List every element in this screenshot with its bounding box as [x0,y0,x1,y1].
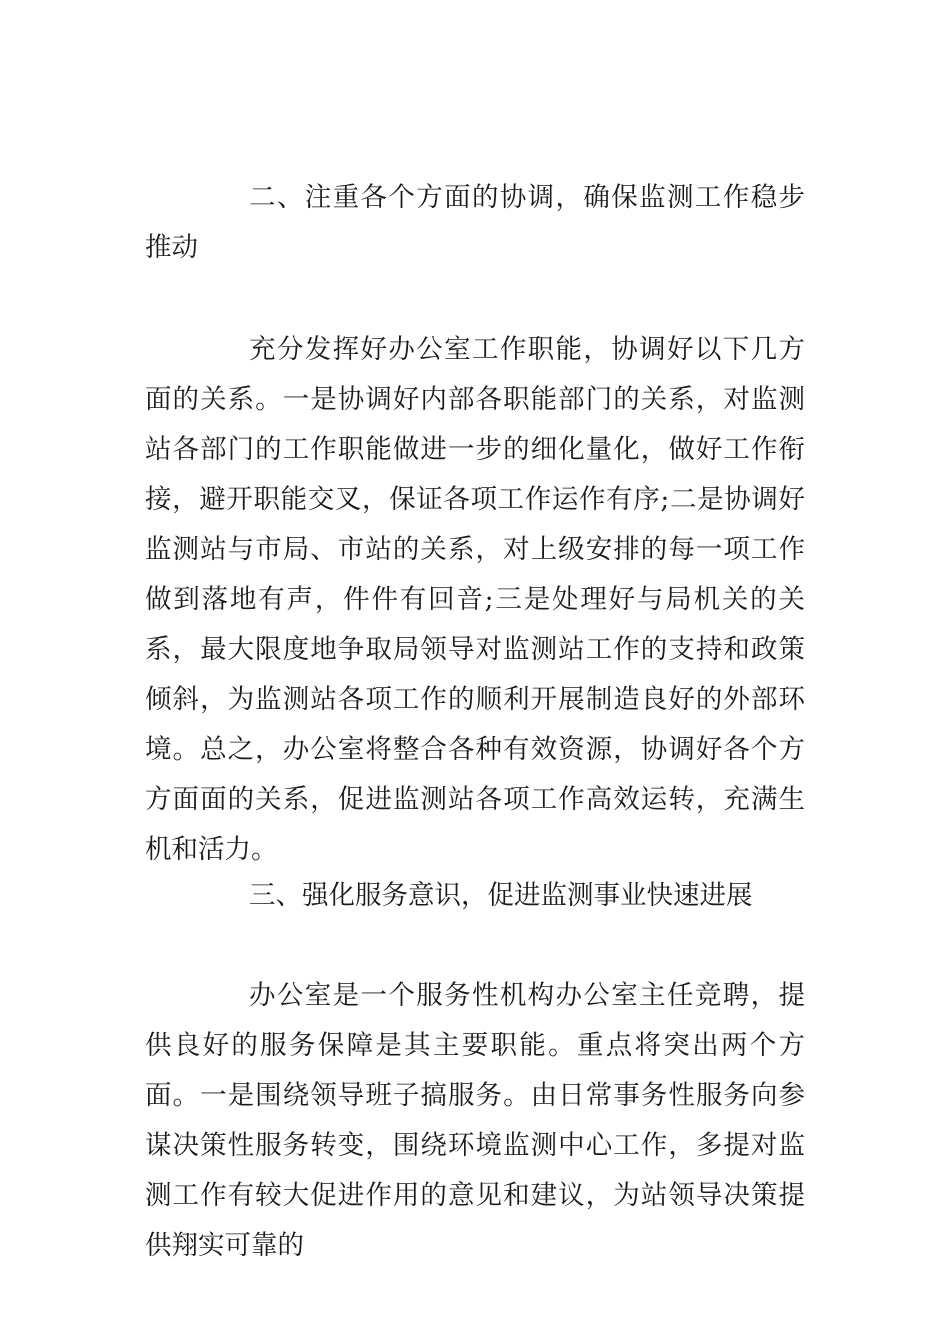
section-heading-3: 三、强化服务意识，促进监测事业快速进展 [249,880,753,911]
section-heading-2: 二、注重各个方面的协调，确保监测工作稳步推动 [145,182,805,263]
body-paragraph-2: 办公室是一个服务性机构办公室主任竞聘，提供良好的服务保障是其主要职能。重点将突出两个方面。一是围绕领导班子搞服务。由日常事务性服务向参谋决策性服务转变，围绕环境监测中心工作，多提对监测工作有较大促进作用的意见和建议，为站领导决策提供翔实可靠的 [145,980,805,1261]
body-paragraph-1: 充分发挥好办公室工作职能，协调好以下几方面的关系。一是协调好内部各职能部门的关系，对监测站各部门的工作职能做进一步的细化量化，做好工作衔接，避开职能交叉，保证各项工作运作有序;二是协调好监测站与市局、市站的关系，对上级安排的每一项工作做到落地有声，件件有回音;三是处理好与局机关的关系，最大限度地争取局领导对监测站工作的支持和政策倾斜，为监测站各项工作的顺利开展制造良好的外部环境。总之，办公室将整合各种有效资源，协调好各个方方面面的关系，促进监测站各项工作高效运转，充满生机和活力。 [145,334,805,865]
